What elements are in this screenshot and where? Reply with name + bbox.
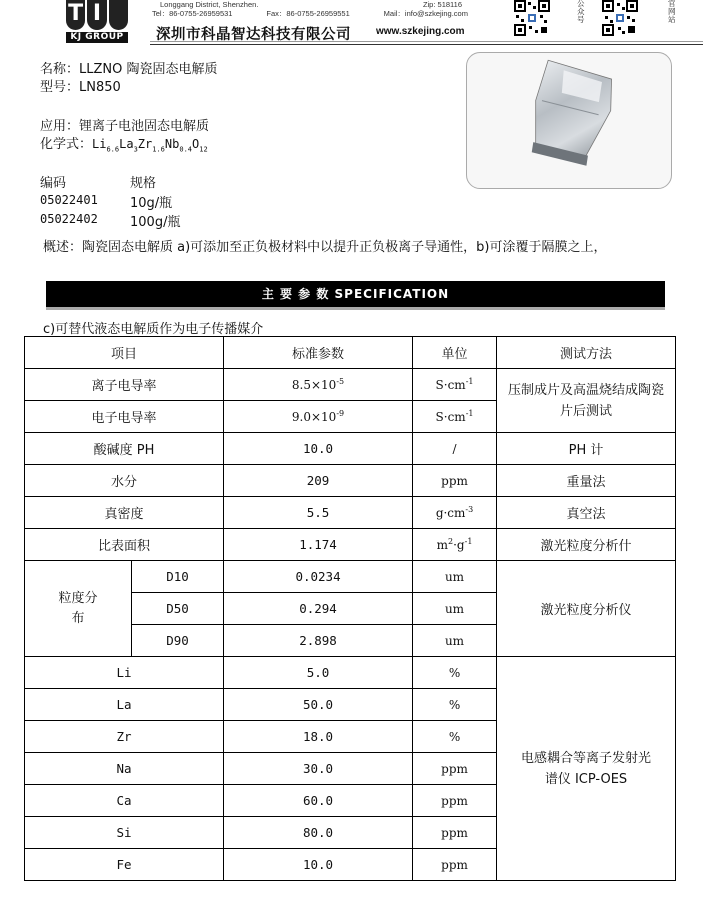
psd-name-cell: D90 bbox=[132, 625, 224, 657]
unit-cell: $S\cdot cm^{-1}$ bbox=[413, 369, 497, 401]
table-row bbox=[25, 433, 676, 465]
logo-letter-shape bbox=[109, 0, 128, 30]
method-cell: 真空法 bbox=[497, 497, 676, 529]
table-row bbox=[25, 369, 676, 401]
logo-group-text: KJ GROUP bbox=[66, 32, 128, 43]
value-cell: 0.0234 bbox=[224, 561, 413, 593]
unit-cell: % bbox=[413, 657, 497, 689]
table-header-row bbox=[25, 337, 676, 369]
element-cell: Si bbox=[25, 817, 224, 849]
table-row bbox=[25, 497, 676, 529]
unit-cell: $m^2\cdot g^{-1}$ bbox=[413, 529, 497, 561]
unit-cell: $g\cdot cm^{-3}$ bbox=[413, 497, 497, 529]
sku-code: 05022401 bbox=[40, 193, 98, 207]
method-cell: 电感耦合等离子发射光谱仪 ICP-OES bbox=[497, 657, 676, 881]
qr-caption-wechat: 公众号 bbox=[577, 0, 585, 24]
value-cell: 50.0 bbox=[224, 689, 413, 721]
sku-code: 05022402 bbox=[40, 212, 98, 226]
value-cell: 5.0 bbox=[224, 657, 413, 689]
header-contact bbox=[150, 0, 500, 18]
table-row bbox=[25, 657, 676, 689]
method-cell: 重量法 bbox=[497, 465, 676, 497]
method-cell: 激光粒度分析仪 bbox=[497, 561, 676, 657]
psd-label-cell: 粒度分布 bbox=[25, 561, 132, 657]
header-divider bbox=[150, 44, 703, 45]
logo-letter-i: I bbox=[87, 0, 106, 30]
unit-cell: ppm bbox=[413, 785, 497, 817]
unit-cell: % bbox=[413, 689, 497, 721]
value-cell: 18.0 bbox=[224, 721, 413, 753]
item-cell: 酸碱度 PH bbox=[25, 433, 224, 465]
company-name: 深圳市科晶智达科技有限公司 bbox=[156, 27, 351, 43]
value-cell: $9.0\times 10^{-9}$ bbox=[224, 401, 413, 433]
sku-code-header: 编码 bbox=[40, 176, 67, 191]
table-row bbox=[25, 561, 676, 593]
company-website: www.szkejing.com bbox=[376, 26, 465, 37]
unit-cell: % bbox=[413, 721, 497, 753]
element-cell: Ca bbox=[25, 785, 224, 817]
value-cell: 10.0 bbox=[224, 849, 413, 881]
product-overview: 概述：陶瓷固态电解质 a)可添加至正负极材料中以提升正负极离子导通性，b)可涂覆于隔膜之上， bbox=[43, 240, 607, 255]
sku-spec: 100g/瓶 bbox=[130, 215, 181, 230]
fax-number: Fax：86-0755-26959551 bbox=[266, 9, 350, 18]
unit-cell: $S\cdot cm^{-1}$ bbox=[413, 401, 497, 433]
header-method: 测试方法 bbox=[497, 337, 676, 369]
element-cell: Fe bbox=[25, 849, 224, 881]
specification-table bbox=[24, 336, 676, 881]
value-cell: 209 bbox=[224, 465, 413, 497]
value-cell: 0.294 bbox=[224, 593, 413, 625]
formula-label: 化学式： bbox=[40, 137, 93, 152]
product-model: 型号：LN850 bbox=[40, 80, 121, 95]
header-unit: 单位 bbox=[413, 337, 497, 369]
table-row bbox=[25, 529, 676, 561]
unit-cell: um bbox=[413, 593, 497, 625]
value-cell: 1.174 bbox=[224, 529, 413, 561]
product-application: 应用：锂离子电池固态电解质 bbox=[40, 119, 210, 134]
table-row bbox=[25, 465, 676, 497]
qr-code-icon bbox=[602, 0, 638, 36]
value-cell: 5.5 bbox=[224, 497, 413, 529]
qr-caption-website: 官网站 bbox=[668, 0, 676, 24]
value-cell: 10.0 bbox=[224, 433, 413, 465]
product-photo bbox=[466, 52, 672, 189]
value-cell: 2.898 bbox=[224, 625, 413, 657]
unit-cell: / bbox=[413, 433, 497, 465]
email-address: Mail：info@szkejing.com bbox=[383, 9, 468, 18]
item-cell: 电子电导率 bbox=[25, 401, 224, 433]
element-cell: Li bbox=[25, 657, 224, 689]
element-cell: La bbox=[25, 689, 224, 721]
method-cell: 激光粒度分析什 bbox=[497, 529, 676, 561]
value-cell: 80.0 bbox=[224, 817, 413, 849]
product-name: 名称：LLZNO 陶瓷固态电解质 bbox=[40, 62, 218, 77]
unit-cell: ppm bbox=[413, 465, 497, 497]
specification-title: 主 要 参 数 SPECIFICATION bbox=[46, 281, 665, 310]
chemical-formula: 化学式：$Li_{6.6}La_3Zr_{1.6}Nb_{0.4}O_{12}$ bbox=[40, 137, 208, 154]
psd-name-cell: D50 bbox=[132, 593, 224, 625]
element-cell: Na bbox=[25, 753, 224, 785]
qr-code-icon bbox=[514, 0, 550, 36]
element-cell: Zr bbox=[25, 721, 224, 753]
logo-letter-t: T bbox=[66, 0, 85, 30]
item-cell: 离子电导率 bbox=[25, 369, 224, 401]
unit-cell: um bbox=[413, 561, 497, 593]
value-cell: 30.0 bbox=[224, 753, 413, 785]
tel-number: Tel：86-0755-26959531 bbox=[152, 9, 233, 18]
item-cell: 真密度 bbox=[25, 497, 224, 529]
unit-cell: ppm bbox=[413, 753, 497, 785]
method-cell: 压制成片及高温烧结成陶瓷片后测试 bbox=[497, 369, 676, 433]
value-cell: $8.5\times 10^{-5}$ bbox=[224, 369, 413, 401]
header-standard: 标准参数 bbox=[224, 337, 413, 369]
unit-cell: um bbox=[413, 625, 497, 657]
address-line: Longgang District, Shenzhen. bbox=[160, 0, 259, 9]
value-cell: 60.0 bbox=[224, 785, 413, 817]
product-bag-image bbox=[467, 53, 671, 188]
item-cell: 比表面积 bbox=[25, 529, 224, 561]
item-cell: 水分 bbox=[25, 465, 224, 497]
zip-code: Zip: 518116 bbox=[422, 0, 462, 9]
psd-name-cell: D10 bbox=[132, 561, 224, 593]
header-item: 项目 bbox=[25, 337, 224, 369]
method-cell: PH 计 bbox=[497, 433, 676, 465]
product-overview-continued: c)可替代液态电解质作为电子传播媒介 bbox=[43, 322, 264, 337]
sku-spec: 10g/瓶 bbox=[130, 196, 173, 211]
unit-cell: ppm bbox=[413, 817, 497, 849]
sku-spec-header: 规格 bbox=[130, 176, 157, 191]
company-logo bbox=[66, 0, 128, 44]
unit-cell: ppm bbox=[413, 849, 497, 881]
